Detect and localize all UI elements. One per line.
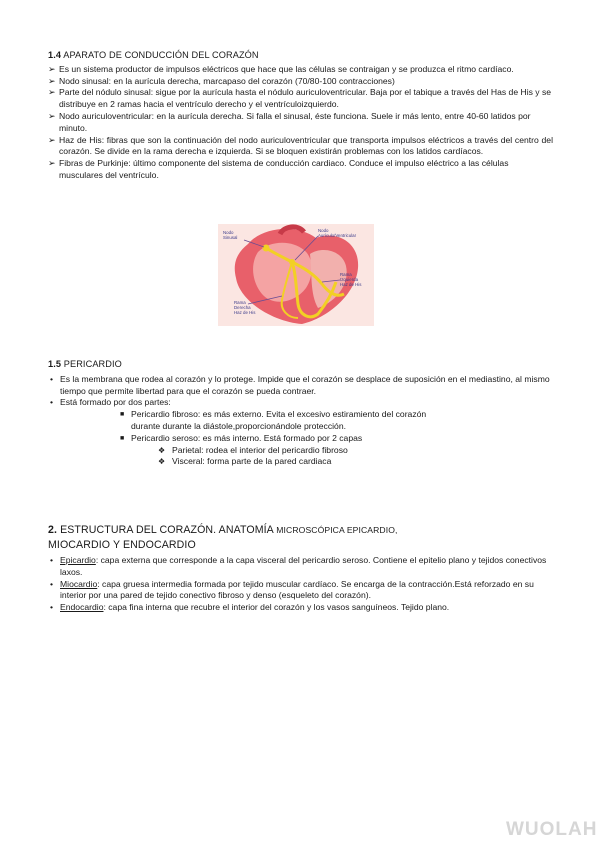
label-nodo-av-1: Nodo (318, 228, 329, 233)
conduction-list (48, 64, 553, 182)
section-heading (48, 359, 553, 371)
label-nodo-sinusal-1: Nodo (223, 230, 234, 235)
diamond-bullet-icon: ❖ (158, 445, 166, 455)
section-pericardio (48, 359, 553, 468)
list-item: ➢ Es un sistema productor de impulsos eléctricos que hace que las células se contraigan y se produzca el ritmo cardíaco. (48, 63, 514, 74)
label-nodo-sinusal-2: Sinusal (223, 235, 238, 240)
capas-list (48, 555, 553, 614)
section-heading (48, 523, 553, 538)
square-bullet-icon: ■ (120, 411, 125, 419)
label-rama-izq-2: Izquierda (340, 277, 359, 282)
term-epicardio: Epicardio (60, 555, 96, 565)
list-item: ➢ Nodo sinusal: en la aurícula derecha, marcapaso del corazón (70/80-100 contracciones) (48, 75, 395, 86)
list-item: ➢ Haz de His: fibras que son la continuación del nodo auriculoventricular que transporta impulsos eléctricos a través del centro del corazón. Se divide en la rama derecha e izquierda. Si se bloquen existirán problemas con los latidos cardíacos. (48, 134, 553, 157)
section-title-a: ESTRUCTURA DEL CORAZÓN. ANATOMÍA (60, 524, 274, 536)
term-miocardio: Miocardio (60, 578, 98, 589)
label-rama-der-2: Derecha (234, 305, 251, 310)
section-aparato-conduccion (48, 50, 553, 182)
arrow-bullet-icon: ➢ (48, 87, 56, 98)
section-number: 1.4 (48, 50, 62, 60)
list-item: ■ Pericardio fibroso: es más externo. Evita el excesivo estiramiento del corazón durante durante la diástole,proporcionándole protección. (120, 409, 427, 431)
term-endocardio: Endocardio (60, 602, 104, 613)
dot-bullet-icon: • (50, 578, 54, 589)
dot-bullet-icon: • (50, 555, 54, 565)
list-item: ➢ Parte del nódulo sinusal: sigue por la aurícula hasta el nódulo auriculoventricular. Baja por el tabique a través del Has de His y se distribuye en 2 ramas hacia el ventrículo derecho y el ventrículoizquierdo. (48, 87, 552, 110)
square-bullet-icon: ■ (120, 434, 125, 442)
list-item: • Epicardio: capa externa que corresponde a la capa visceral del pericardio seroso. Contiene el epitelio plano y tejidos conectivos laxos. (50, 555, 547, 577)
dot-bullet-icon: • (50, 373, 54, 384)
list-item: ■ Pericardio seroso: es más interno. Está formado por 2 capas (120, 432, 363, 443)
pericardio-list (48, 374, 553, 409)
pericardio-sublist (118, 409, 448, 444)
section-title: APARATO DE CONDUCCIÓN DEL CORAZÓN (63, 50, 259, 60)
label-nodo-av-2: Aurículo/Ventricular (318, 233, 357, 238)
heart-illustration (218, 224, 374, 326)
label-rama-izq-3: Haz de His (340, 282, 362, 287)
pericardio-seroso-sublist (118, 445, 553, 469)
section-heading (48, 50, 553, 62)
section-number: 1.5 (48, 359, 62, 369)
dot-bullet-icon: • (50, 602, 54, 613)
list-item: ➢ Nodo auriculoventricular: en la aurícula derecha. Si falla el sinusal, éste funciona. Suele ir más lento, entre 40-60 latidos por minuto. (48, 110, 531, 133)
section-title: PERICARDIO (63, 359, 122, 369)
arrow-bullet-icon: ➢ (48, 75, 56, 86)
section-title-c: MIOCARDIO Y ENDOCARDIO (48, 539, 196, 551)
list-item: • Está formado por dos partes: (50, 397, 171, 408)
arrow-bullet-icon: ➢ (48, 158, 56, 169)
label-rama-der-1: Rama (234, 300, 246, 305)
list-item: ❖ Visceral: forma parte de la pared cardiaca (158, 456, 332, 467)
watermark-logo: WUOLAH (506, 819, 598, 840)
list-item: ❖ Parietal: rodea el interior del pericardio fibroso (158, 444, 348, 455)
list-item: • Endocardio: capa fina interna que recubre el interior del corazón y los vasos sanguíneos. Tejido plano. (50, 602, 450, 613)
dot-bullet-icon: • (50, 397, 54, 408)
section-number: 2. (48, 524, 58, 536)
list-item: • Es la membrana que rodea al corazón y lo protege. Impide que el corazón se desplace de suposición en el mediastino, al mismo tiempo que permite libertad para que el corazón se pueda contraer. (50, 373, 550, 396)
arrow-bullet-icon: ➢ (48, 63, 56, 74)
list-item: • Miocardio: capa gruesa intermedia formada por tejido muscular cardíaco. Se encarga de la contracción.Está reforzado en su interior por una pared de tejido conectivo fibroso y denso (esqueleto del corazón). (50, 578, 534, 601)
diamond-bullet-icon: ❖ (158, 457, 166, 467)
section-estructura (48, 523, 553, 614)
label-rama-der-3: Haz de His (234, 310, 256, 315)
arrow-bullet-icon: ➢ (48, 134, 56, 145)
section-title-b: MICROSCÓPICA EPICARDIO, (276, 525, 398, 535)
arrow-bullet-icon: ➢ (48, 110, 56, 121)
heart-conduction-figure (218, 224, 374, 326)
list-item: ➢ Fibras de Purkinje: último componente del sistema de conducción cardiaco. Conduce el impulso eléctrico a las células musculares del ventrículo. (48, 158, 509, 180)
label-rama-izq-1: Rama (340, 272, 352, 277)
